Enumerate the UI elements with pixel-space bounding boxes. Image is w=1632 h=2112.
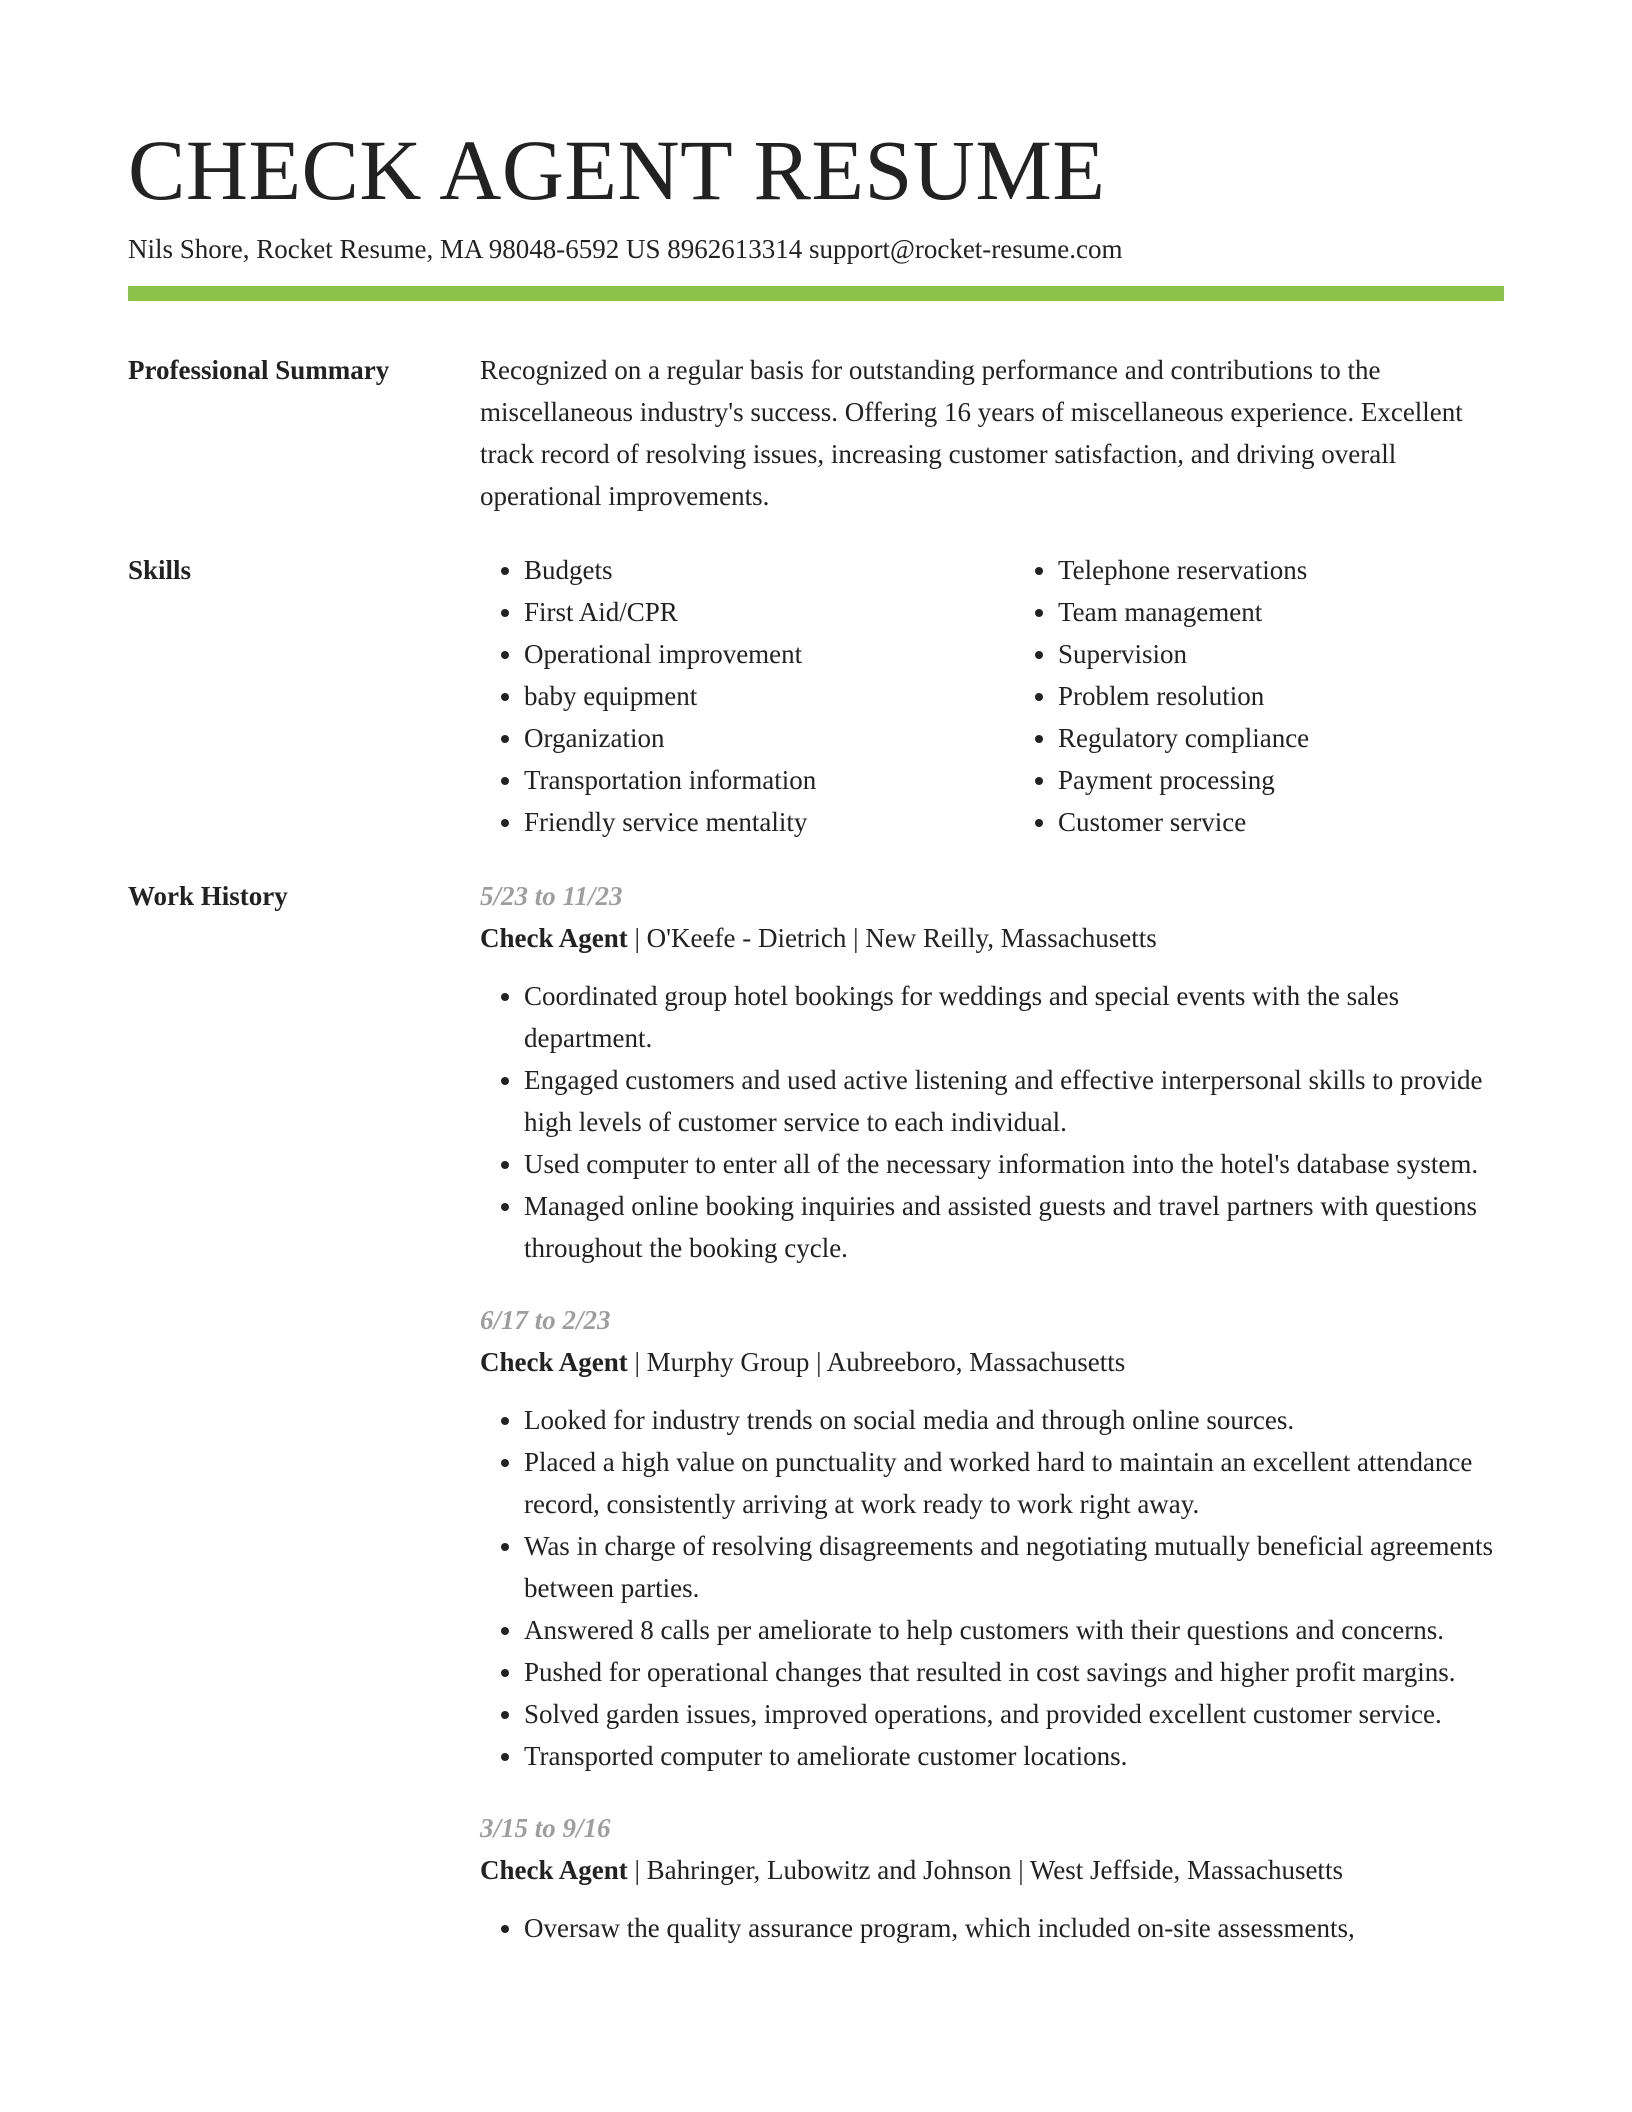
job-dates: 6/17 to 2/23 — [480, 1305, 611, 1335]
job-bullet: • Engaged customers and used active listening and effective interpersonal skills to provide high levels of customer service to each individual. — [524, 1059, 1504, 1143]
skill-item: • Problem resolution — [1058, 675, 1504, 717]
job-bullet: • Pushed for operational changes that resulted in cost savings and higher profit margins. — [524, 1651, 1504, 1693]
skills-heading: Skills — [128, 555, 192, 585]
skill-item: • Telephone reservations — [1058, 549, 1504, 591]
job-bullet: • Used computer to enter all of the necessary information into the hotel's database system. — [524, 1143, 1504, 1185]
job-bullet: • Coordinated group hotel bookings for weddings and special events with the sales department. — [524, 975, 1504, 1059]
job-title: Check Agent — [480, 1855, 628, 1885]
job-employer-location: | Murphy Group | Aubreeboro, Massachusetts — [627, 1347, 1126, 1377]
job-entry — [480, 875, 1504, 1269]
job-header — [480, 1849, 1504, 1891]
skill-item: • Operational improvement — [524, 633, 970, 675]
skill-item: • Organization — [524, 717, 970, 759]
job-entry — [480, 1299, 1504, 1777]
job-header — [480, 1341, 1504, 1383]
skill-item: • Payment processing — [1058, 759, 1504, 801]
work-history-heading: Work History — [128, 881, 288, 911]
job-employer-location: | Bahringer, Lubowitz and Johnson | West Jeffside, Massachusetts — [627, 1855, 1343, 1885]
summary-text: Recognized on a regular basis for outstanding performance and contributions to the miscellaneous industry's success. Offering 16 years of miscellaneous experience. Excellent track record of resolving issues, increasing customer satisfaction, and driving overall operational improvements. — [480, 355, 1463, 511]
skill-item: • Regulatory compliance — [1058, 717, 1504, 759]
job-bullet: • Transported computer to ameliorate customer locations. — [524, 1735, 1504, 1777]
job-title: Check Agent — [480, 923, 628, 953]
skills-columns — [480, 549, 1504, 843]
job-bullet: • Looked for industry trends on social media and through online sources. — [524, 1399, 1504, 1441]
job-dates: 5/23 to 11/23 — [480, 881, 623, 911]
accent-divider — [128, 286, 1504, 301]
summary-section — [480, 349, 1504, 517]
skill-item: • Supervision — [1058, 633, 1504, 675]
job-entry — [480, 1807, 1504, 1949]
job-bullets — [480, 1399, 1504, 1777]
job-bullet: • Oversaw the quality assurance program, which included on-site assessments, — [524, 1907, 1504, 1949]
skills-list-right — [1014, 549, 1504, 843]
job-dates: 3/15 to 9/16 — [480, 1813, 611, 1843]
job-bullet: • Solved garden issues, improved operations, and provided excellent customer service. — [524, 1693, 1504, 1735]
job-employer-location: | O'Keefe - Dietrich | New Reilly, Massachusetts — [627, 923, 1157, 953]
skill-item: • Friendly service mentality — [524, 801, 970, 843]
skill-item: • Budgets — [524, 549, 970, 591]
job-bullet: • Was in charge of resolving disagreements and negotiating mutually beneficial agreements between parties. — [524, 1525, 1504, 1609]
job-header — [480, 917, 1504, 959]
work-history-section — [480, 875, 1504, 1979]
job-bullet: • Managed online booking inquiries and assisted guests and travel partners with questions throughout the booking cycle. — [524, 1185, 1504, 1269]
skill-item: • baby equipment — [524, 675, 970, 717]
job-bullet: • Placed a high value on punctuality and worked hard to maintain an excellent attendance record, consistently arriving at work ready to work right away. — [524, 1441, 1504, 1525]
job-bullets — [480, 975, 1504, 1269]
skill-item: • First Aid/CPR — [524, 591, 970, 633]
contact-line: Nils Shore, Rocket Resume, MA 98048-6592 US 8962613314 support@rocket-resume.com — [128, 234, 1123, 264]
skill-item: • Team management — [1058, 591, 1504, 633]
skills-list-left — [480, 549, 970, 843]
skill-item: • Transportation information — [524, 759, 970, 801]
resume-title: CHECK AGENT RESUME — [128, 122, 1106, 218]
skills-section — [480, 549, 1504, 843]
skill-item: • Customer service — [1058, 801, 1504, 843]
summary-heading: Professional Summary — [128, 355, 390, 385]
job-bullets — [480, 1907, 1504, 1949]
job-title: Check Agent — [480, 1347, 628, 1377]
job-bullet: • Answered 8 calls per ameliorate to help customers with their questions and concerns. — [524, 1609, 1504, 1651]
